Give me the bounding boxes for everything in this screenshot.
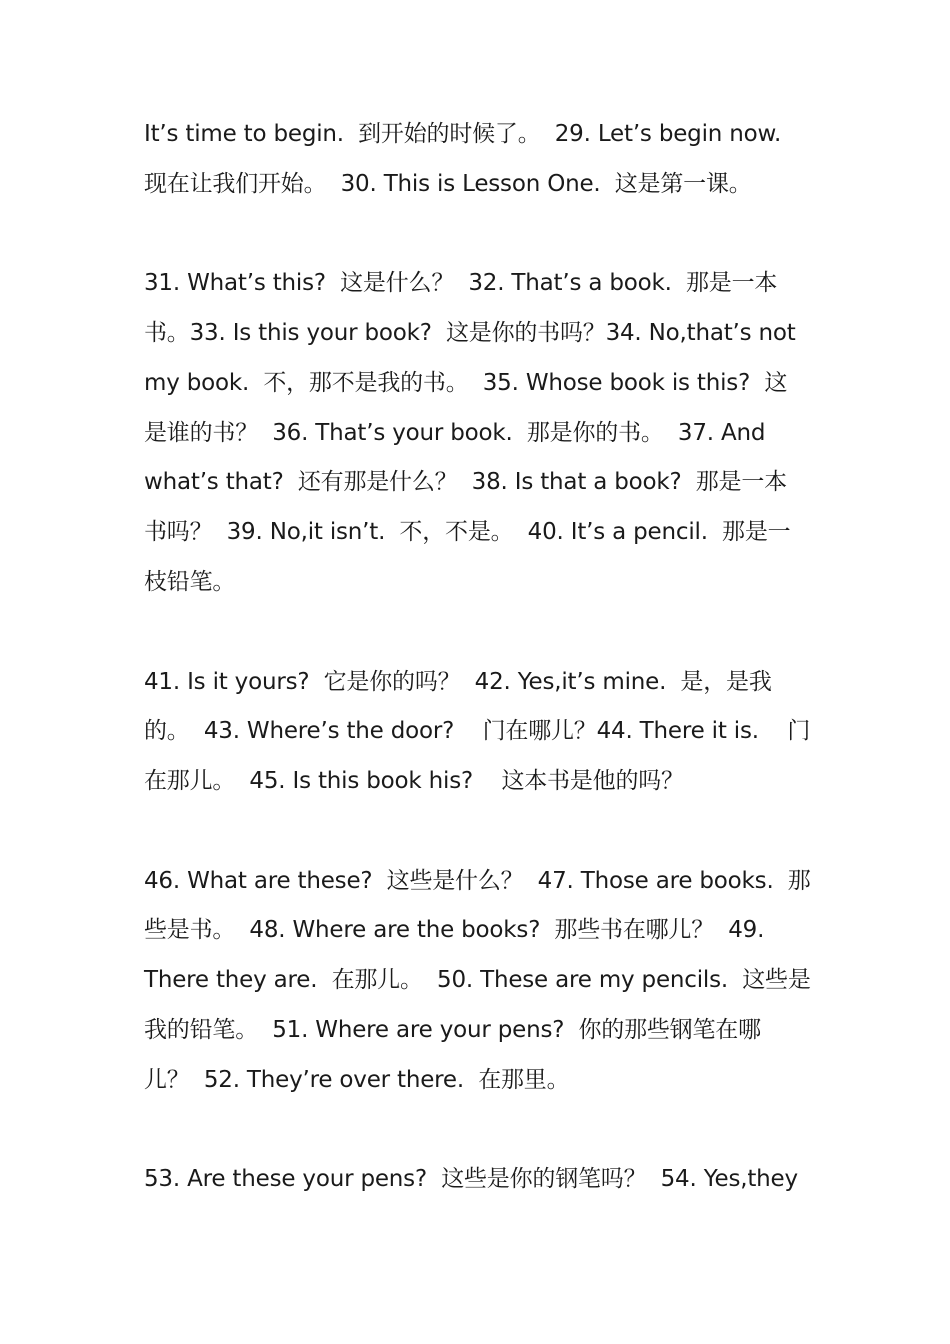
text-line: 些是书。 48. Where are the books? 那些书在哪儿？ 49. (144, 917, 765, 943)
text-line: my book. 不，那不是我的书。 35. Whose book is this? 这 (144, 370, 788, 396)
text-line: It’s time to begin. 到开始的时候了。 29. Let’s begin now. (144, 121, 782, 147)
text-line: 46. What are these? 这些是什么？ 47. Those are books. 那 (144, 868, 811, 894)
text-line: 枝铅笔。 (144, 569, 236, 595)
text-line: 我的铅笔。 51. Where are your pens? 你的那些钢笔在哪 (144, 1017, 761, 1043)
text-line: 的。 43. Where’s the door? 门在哪儿？44. There it is. 门 (144, 718, 811, 744)
text-line: 是谁的书？ 36. That’s your book. 那是你的书。 37. And (144, 420, 766, 446)
text-line: 31. What’s this? 这是什么？ 32. That’s a book. 那是一本 (144, 270, 778, 296)
text-line: There they are. 在那儿。 50. These are my pencils. 这些是 (144, 967, 811, 993)
text-line: 41. Is it yours? 它是你的吗？ 42. Yes,it’s mine. 是，是我 (144, 669, 772, 695)
text-line: 在那儿。 45. Is this book his? 这本书是他的吗？ (144, 768, 684, 794)
text-line: 书。33. Is this your book? 这是你的书吗？34. No,that’s not (144, 320, 796, 346)
text-line: what’s that? 还有那是什么？ 38. Is that a book? 那是一本 (144, 469, 787, 495)
text-line: 53. Are these your pens? 这些是你的钢笔吗？ 54. Yes,they (144, 1166, 798, 1192)
text-line: 儿？ 52. They’re over there. 在那里。 (144, 1067, 570, 1093)
text-line: 现在让我们开始。 30. This is Lesson One. 这是第一课。 (144, 171, 752, 197)
text-line: 书吗？ 39. No,it isn’t. 不，不是。 40. It’s a pencil. 那是一 (144, 519, 791, 545)
